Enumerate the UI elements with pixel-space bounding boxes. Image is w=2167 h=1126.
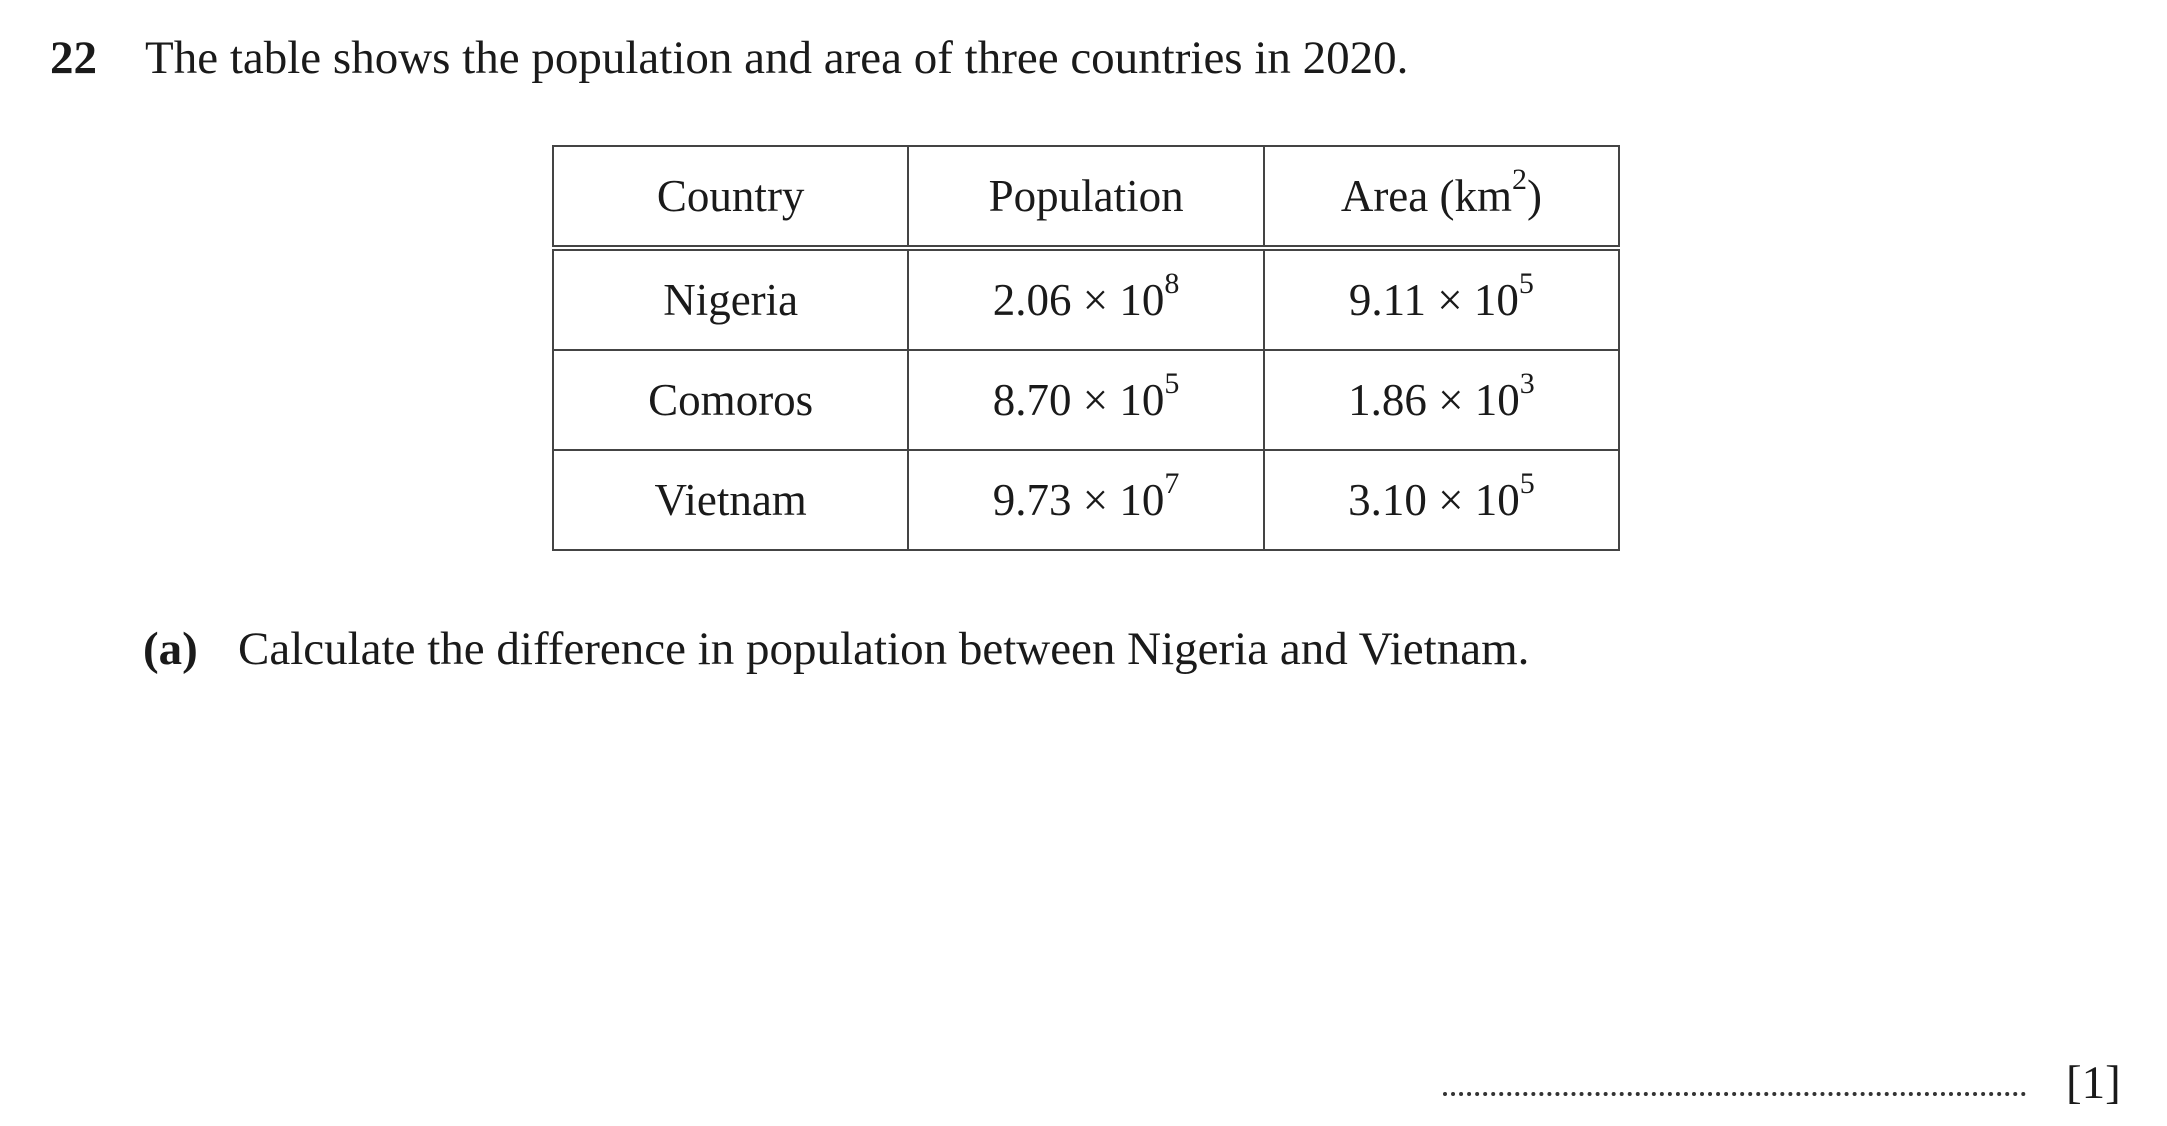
header-area-prefix: Area (km bbox=[1340, 171, 1512, 221]
cell-area bbox=[1264, 350, 1619, 450]
part-a-label: (a) bbox=[143, 623, 198, 675]
header-population: Population bbox=[908, 146, 1263, 248]
cell-country: Nigeria bbox=[553, 248, 908, 350]
cell-population bbox=[908, 350, 1263, 450]
table-row bbox=[553, 450, 1619, 550]
question-intro: The table shows the population and area of three countries in 2020. bbox=[145, 32, 1409, 84]
cell-population bbox=[908, 450, 1263, 550]
times-ten: × 10 bbox=[1426, 475, 1520, 525]
part-a bbox=[143, 619, 1529, 679]
cell-country: Comoros bbox=[553, 350, 908, 450]
header-area bbox=[1264, 146, 1619, 248]
pop-exponent: 7 bbox=[1164, 467, 1180, 500]
header-country: Country bbox=[553, 146, 908, 248]
cell-area bbox=[1264, 450, 1619, 550]
cell-country: Vietnam bbox=[553, 450, 908, 550]
header-area-sup: 2 bbox=[1512, 163, 1527, 196]
pop-mantissa: 2.06 bbox=[992, 275, 1072, 325]
area-mantissa: 9.11 bbox=[1348, 275, 1427, 325]
area-exponent: 5 bbox=[1519, 467, 1535, 500]
cell-population bbox=[908, 248, 1263, 350]
header-area-suffix: ) bbox=[1527, 171, 1542, 221]
marks-label: [1] bbox=[2066, 1057, 2121, 1109]
cell-area bbox=[1264, 248, 1619, 350]
population-area-table bbox=[552, 145, 1620, 551]
table-row bbox=[553, 350, 1619, 450]
times-ten: × 10 bbox=[1071, 475, 1165, 525]
pop-exponent: 5 bbox=[1164, 367, 1180, 400]
question-number: 22 bbox=[50, 32, 97, 84]
area-exponent: 5 bbox=[1518, 267, 1534, 300]
times-ten: × 10 bbox=[1071, 375, 1165, 425]
area-mantissa: 3.10 bbox=[1348, 475, 1427, 525]
table-header-row bbox=[553, 146, 1619, 248]
pop-mantissa: 9.73 bbox=[992, 475, 1072, 525]
area-mantissa: 1.86 bbox=[1348, 375, 1427, 425]
part-a-text: Calculate the difference in population between Nigeria and Vietnam. bbox=[238, 623, 1530, 675]
answer-line[interactable] bbox=[1443, 1052, 2026, 1096]
times-ten: × 10 bbox=[1426, 275, 1519, 325]
pop-mantissa: 8.70 bbox=[992, 375, 1072, 425]
area-exponent: 3 bbox=[1519, 367, 1535, 400]
table-row bbox=[553, 248, 1619, 350]
times-ten: × 10 bbox=[1426, 375, 1520, 425]
pop-exponent: 8 bbox=[1164, 267, 1180, 300]
times-ten: × 10 bbox=[1071, 275, 1165, 325]
